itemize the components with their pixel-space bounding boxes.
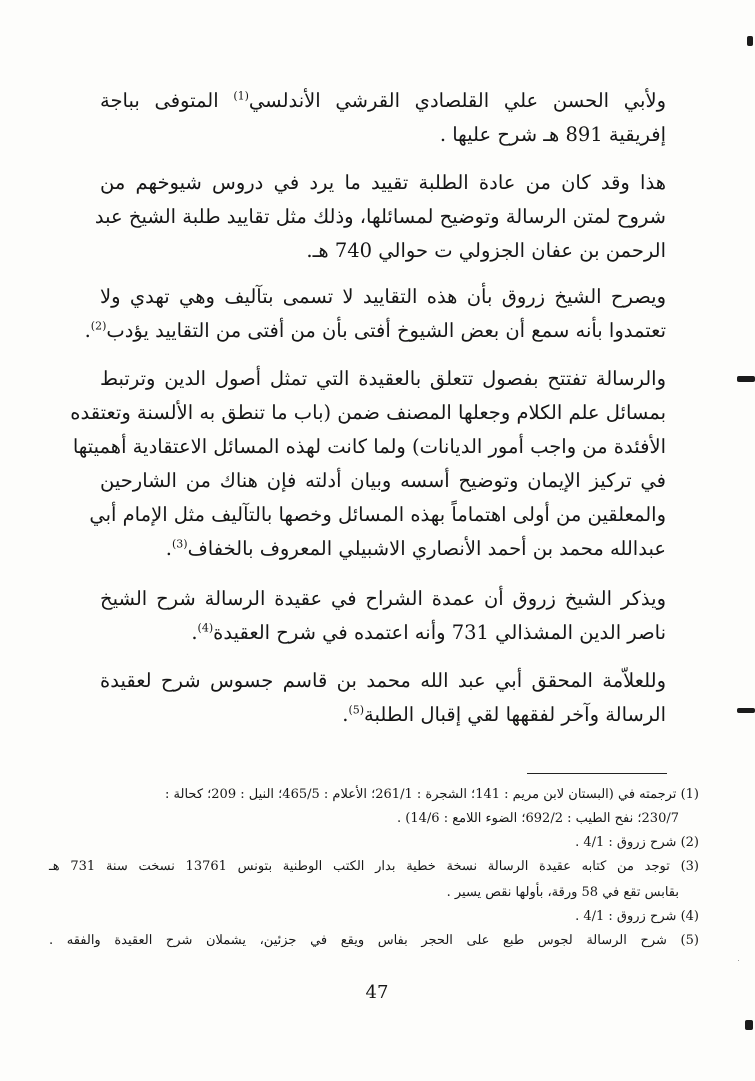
body-line: ويذكر الشيخ زروق أن عمدة الشراح في عقيدة الرسالة شرح الشيخ [100, 587, 666, 610]
body-line: الرسالة وآخر لفقهها لقي إقبال الطلبة$^{(5)}$. [342, 703, 666, 726]
footnote-ref[interactable]: (3) [171, 537, 188, 551]
body-line: تعتمدوا بأنه سمع أن بعض الشيوخ أفتى بأن من أفتى من التقاييد يؤدب$^{(2)}$. [84, 319, 666, 342]
footnote-continuation: 230/7؛ نفح الطيب : 692/2؛ الضوء اللامع : 14/6) . [397, 811, 679, 826]
body-line: عبدالله محمد بن أحمد الأنصاري الاشبيلي المعروف بالخفاف$^{(3)}$. [165, 537, 666, 560]
footnote: (2) شرح زروق : 4/1 . [575, 835, 699, 850]
body-line: الأفئدة من واجب أمور الديانات) ولما كانت لهذه المسائل الاعتقادية أهميتها [72, 435, 666, 458]
body-line: شروح لمتن الرسالة وتوضيح لمسائلها، وذلك مثل تقاييد طلبة الشيخ عبد [94, 205, 666, 228]
body-line: ويصرح الشيخ زروق بأن هذه التقاييد لا تسمى بتآليف وهي تهدي ولا [100, 285, 666, 308]
body-line: بمسائل علم الكلام وجعلها المصنف ضمن (باب ما تنطق به الألسنة وتعتقده [70, 401, 666, 424]
footnote-ref[interactable]: (2) [90, 319, 107, 333]
body-line: وللعلاّمة المحقق أبي عبد الله محمد بن قاسم جسوس شرح لعقيدة [100, 669, 666, 692]
scan-mark [737, 376, 755, 382]
footnote: (1) ترجمته في (البستان لابن مريم : 141؛ الشجرة : 261/1؛ الأعلام : 465/5؛ النيل : 209؛ كحالة : [165, 787, 699, 802]
body-line: إفريقية 891 هـ شرح عليها . [439, 123, 666, 146]
body-line: والرسالة تفتتح بفصول تتعلق بالعقيدة التي تمثل أصول الدين وترتبط [100, 367, 666, 390]
body-line: هذا وقد كان من عادة الطلبة تقييد ما يرد في دروس شيوخهم من [100, 171, 666, 194]
scan-speck [738, 960, 739, 961]
scan-mark [747, 36, 753, 46]
footnote-separator [527, 773, 667, 774]
footnote-ref[interactable]: (5) [348, 703, 365, 717]
scan-mark [745, 1020, 753, 1030]
body-line: والمعلقين من أولى اهتماماً بهذه المسائل وخصها بالتآليف مثل الإمام أبي [89, 503, 666, 526]
scan-mark [737, 708, 755, 713]
footnote: (5) شرح الرسالة لجوس طبع على الحجر بفاس ويقع في جزئين، يشملان شرح العقيدة والفقه . [49, 933, 699, 948]
body-line: الرحمن بن عفان الجزولي ت حوالي 740 هـ. [306, 239, 666, 262]
body-line: في تركيز الإيمان وتوضيح أسسه وبيان أدلته فإن هناك من الشارحين [100, 469, 666, 492]
page-number: 47 [365, 982, 389, 1003]
body-line: ناصر الدين المشذالي 731 وأنه اعتمده في شرح العقيدة$^{(4)}$. [191, 621, 666, 644]
footnote-ref[interactable]: (1) [233, 89, 249, 103]
body-line: ولأبي الحسن علي القلصادي القرشي الأندلسي$^{(1)}$ المتوفى بباجة [100, 89, 666, 112]
footnote-continuation: بقابس تقع في 58 ورقة، بأولها نقص يسير . [446, 885, 679, 900]
footnote: (3) توجد من كتابه عقيدة الرسالة نسخة خطية بدار الكتب الوطنية بتونس 13761 نسخت سنة 731 هـ [49, 859, 699, 874]
footnote-ref[interactable]: (4) [197, 621, 214, 635]
footnote: (4) شرح زروق : 4/1 . [575, 909, 699, 924]
